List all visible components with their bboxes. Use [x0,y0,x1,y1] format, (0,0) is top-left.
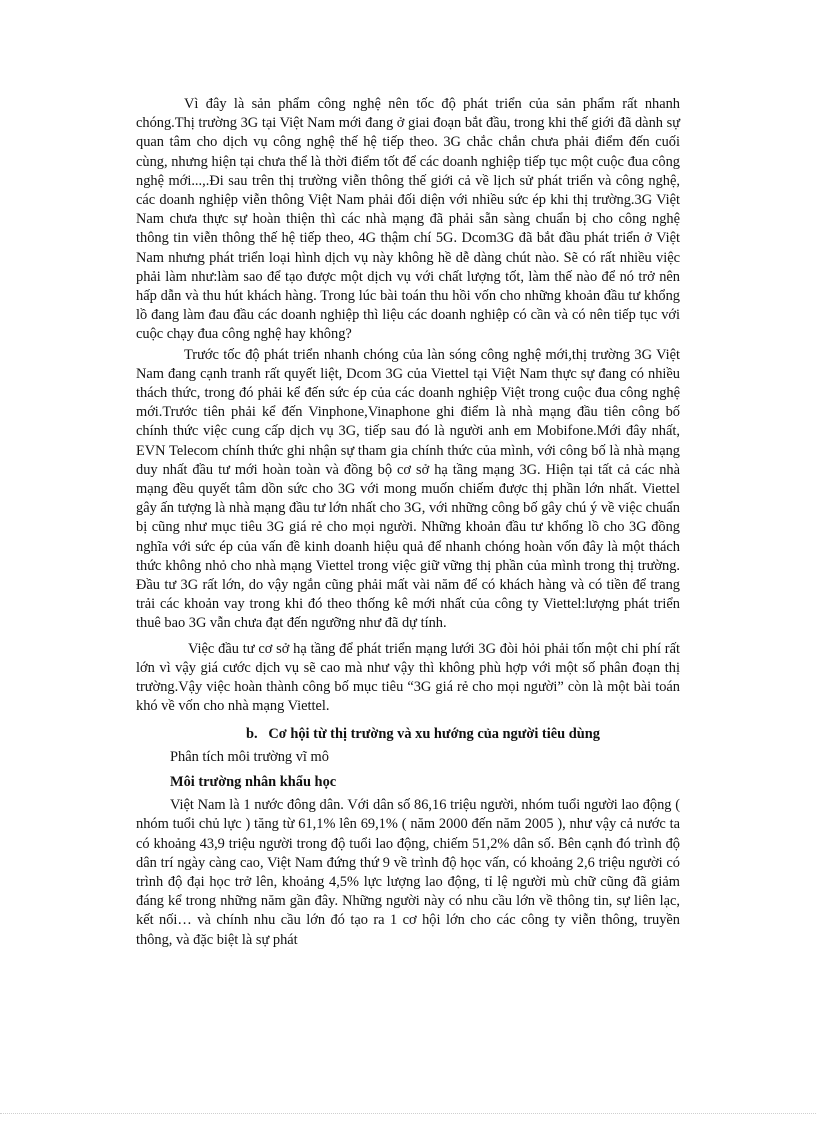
subheading-demographics: Môi trường nhân khẩu học [170,773,337,790]
paragraph-demographics: Việt Nam là 1 nước đông dân. Với dân số 86,16 triệu người, nhóm tuổi người lao động ( nhóm tuổi chủ lực ) tăng từ 61,1% lên 69,1% ( năm 2000 đến năm 2005 ), như vậy cả nước ta có khoảng 43,9 triệu người trong độ tuổi lao động, chiếm 51,2% dân số. Bên cạnh đó trình độ dân trí ngày càng cao, Việt Nam đứng thứ 9 về trình độ học vấn, có khoảng 2,6 triệu người có trình độ đại học trở lên, khoảng 4,5% lực lượng lao động, tỉ lệ người mù chữ cũng đã giảm đáng kể trong những năm gần đây. Những người này có nhu cầu lớn về thông tin, sự liên lạc, kết nối… và chính nhu cầu lớn đó tạo ra 1 cơ hội lớn cho các công ty viễn thông, truyền thông, và đặc biệt là sự phát [136,797,680,948]
paragraph-infrastructure-cost: Việc đầu tư cơ sở hạ tầng để phát triển mạng lưới 3G đòi hỏi phải tốn một chi phí rất lớn vì vậy giá cước dịch vụ sẽ cao mà như vậy thì không phù hợp với một số phân đoạn thị trường.Vậy việc hoàn thành công bố mục tiêu “3G giá rẻ cho mọi người” còn là một bài toán khó về vốn cho nhà mạng Viettel. [136,640,680,715]
page-bottom-divider [0,1113,816,1114]
document-page [136,95,680,950]
section-heading-b: b. Cơ hội từ thị trường và xu hướng của người tiêu dùng [246,725,600,742]
paragraph-tech-speed: Vì đây là sản phẩm công nghệ nên tốc độ phát triển của sản phẩm rất nhanh chóng.Thị trường 3G tại Việt Nam mới đang ở giai đoạn bắt đầu, trong khi thế giới đã dành sự quan tâm cho dịch vụ công nghệ thế hệ tiếp theo. 3G chắc chắn chưa phải điểm đến cuối cùng, nhưng hiện tại chưa thể là thời điểm tốt để các doanh nghiệp tiếp tục một cuộc đua công nghệ mới...,.Đi sau trên thị trường viễn thông thế giới cả về lịch sử phát triển và công nghệ, các doanh nghiệp viễn thông Việt Nam phải đối diện với nhiều sức ép khi thị trường.3G Việt Nam chưa thực sự hoàn thiện thì các nhà mạng đã phải sẵn sàng chuẩn bị cho công nghệ thông tin viễn thông thế hệ tiếp theo, 4G thậm chí 5G. Dcom3G đã bắt đầu phát triển ở Việt Nam nhưng phát triển loại hình dịch vụ này không hề dễ dàng chút nào. Sẽ có rất nhiều việc phải làm như:làm sao để tạo được một dịch vụ với chất lượng tốt, làm thế nào để nó trở nên hấp dẫn và thu hút khách hàng. Trong lúc bài toán thu hồi vốn cho những khoản đầu tư khổng lồ đang làm đau đầu các doanh nghiệp thì liệu các doanh nghiệp có cần và có nên tiếp tục với cuộc chạy đua công nghệ hay không? [136,96,680,343]
subheading-macro-environment: Phân tích môi trường vĩ mô [170,748,329,765]
paragraph-competition: Trước tốc độ phát triển nhanh chóng của làn sóng công nghệ mới,thị trường 3G Việt Nam đang cạnh tranh rất quyết liệt, Dcom 3G của Viettel tại Việt Nam thực sự đang có nhiều thách thức, trong đó phải kể đến sức ép của các doanh nghiệp Việt trong cuộc đua công nghệ mới.Trước tiên phải kể đến Vinphone,Vinaphone ghi điểm là nhà mạng đầu tiên công bố chính thức việc cung cấp dịch vụ 3G, tiếp sau đó là người anh em Mobifone.Mới đây nhất, EVN Telecom chính thức ghi nhận sự tham gia chính thức của mình, với công bố là nhà mạng duy nhất đầu tư mới hoàn toàn và đồng bộ cơ sở hạ tầng mạng 3G. Hiện tại tất cả các nhà mạng đều quyết tâm dồn sức cho 3G với mong muốn chiếm được thị phần lớn nhất. Viettel gây ấn tượng là nhà mạng đầu tư lớn nhất cho 3G, với những công bố gây chú ý về việc chuẩn bị cũng như mục tiêu 3G giá rẻ cho mọi người. Những khoản đầu tư khổng lồ cho 3G đồng nghĩa với sức ép của vấn đề kinh doanh hiệu quả để nhanh chóng hoàn vốn đây là một thách thức không nhỏ cho nhà mạng Viettel trong việc giữ vững thị phần của mình trong thị trường. Đầu tư 3G rất lớn, do vậy ngắn cũng phải mất vài năm để có khách hàng và có tiền để trang trải các khoản vay trong khi đó theo thống kê mới nhất của công ty Viettel:lượng phát triển thuê bao 3G vẫn chưa đạt đến ngưỡng như đã dự tính. [136,346,680,632]
